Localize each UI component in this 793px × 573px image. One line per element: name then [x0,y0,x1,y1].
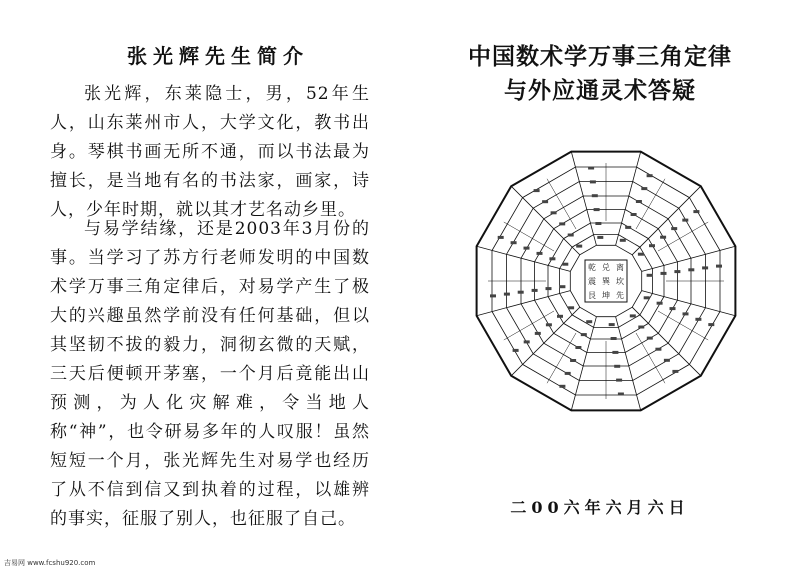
book-title-line-2: 与外应通灵术答疑 [504,77,696,104]
diagram-glyph [708,323,714,326]
diagram-glyph [631,213,637,216]
diagram-glyph [618,393,624,396]
diagram-glyph [524,247,530,250]
diagram-glyph [661,272,667,275]
diagram-glyph [570,359,576,362]
diagram-glyph [647,337,653,340]
diagram-glyph [647,174,653,177]
book-title [450,40,750,108]
diagram-spoke [477,291,571,316]
diagram-glyph [524,340,530,343]
diagram-glyph [534,189,540,192]
diagram-spoke [616,317,641,411]
diagram-glyph [576,245,582,248]
diagram-glyph [597,236,603,239]
diagram-glyph [636,200,642,203]
diagram-glyph [513,349,519,352]
diagram-glyph [671,227,677,230]
diagram-glyph [609,323,615,326]
diagram-glyph [670,307,676,310]
diagram-glyph [674,270,680,273]
diagram-glyph [649,244,655,247]
diagram-glyph [518,291,524,294]
diagram-spoke [632,186,701,255]
diagram-center-cell: 坤 [602,291,610,300]
diagram-glyph [568,234,574,237]
diagram-glyph [620,239,626,242]
diagram-glyph [638,253,644,256]
diagram-glyph [565,372,571,375]
diagram-glyph [549,257,555,260]
diagram-spoke [571,152,596,246]
diagram-center-cell: 先 [616,291,624,300]
publication-date: 二00六年六月六日 [510,498,690,517]
diagram-glyph [682,219,688,222]
diagram-glyph [644,296,650,299]
diagram-center-cell: 震 [588,277,596,286]
diagram-glyph [655,348,661,351]
diagram-glyph [532,289,538,292]
diagram-glyph [535,332,541,335]
diagram-glyph [595,222,601,225]
diagram-glyph [657,302,663,305]
diagram-glyph [616,379,622,382]
diagram-glyph [625,226,631,229]
bio-paragraph-2-text: 与易学结缘，还是2003年3月份的事。当学习了苏方行老师发明的中国数术学万事三角定律后，对易学产生了极大的兴趣虽然学前没有任何基础，但以其坚韧不拔的毅力，洞彻玄微的天赋，三天后便顿开茅塞，一个月后竟能出山预测，为人化灾解难，令当地人称“神”，也令研易多年的人叹服！虽然短短一个月，张光辉先生对易学也经历了从不信到信又到执着的过程，以雄辨的事实，征服了别人，也征服了自己。 [50,219,370,529]
diagram-glyph [498,236,504,239]
diagram-center-cell: 艮 [588,291,596,300]
diagram-glyph [641,187,647,190]
diagram-spoke [642,291,736,316]
diagram-glyph [664,359,670,362]
bio-paragraph-1 [50,80,370,225]
diagram-glyph [559,285,565,288]
dodecagon-diagram [470,145,742,417]
right-page [450,40,770,520]
diagram-glyph [568,306,574,309]
bio-paragraph-1-text: 张光辉，东莱隐士，男，52年生人，山东莱州市人，大学文化，教书出身。琴棋书画无所不通，而以书法最为擅长，是当地有名的书法家，画家，诗人，少年时期，就以其才艺名动乡里。 [50,84,370,220]
diagram-center-cell: 兑 [602,263,610,272]
diagram-glyph [660,236,666,239]
watermark-footer: 吉易网 www.fcshu920.com [4,559,96,567]
diagram-glyph [611,337,617,340]
diagram-glyph [716,265,722,268]
diagram-glyph [647,274,653,277]
diagram-glyph [630,314,636,317]
diagram-spoke [571,317,596,411]
diagram-center [585,260,627,302]
diagram-glyph [559,222,565,225]
diagram-glyph [557,315,563,318]
diagram-center-cell: 离 [616,263,624,272]
diagram-center-cell: 巽 [602,277,610,286]
diagram-glyph [542,200,548,203]
diagram-glyph [638,326,644,329]
diagram-glyph [511,241,517,244]
diagram-glyph [693,210,699,213]
diagram-center-cell: 坎 [616,277,624,286]
diagram-glyph [581,333,587,336]
diagram-glyph [546,323,552,326]
diagram-spoke [642,246,736,271]
diagram-glyph [683,312,689,315]
diagram-spoke [477,246,571,271]
diagram-glyph [688,268,694,271]
diagram-glyph [672,370,678,373]
diagram-glyph [546,287,552,290]
diagram-glyph [537,252,543,255]
diagram-glyph [594,208,600,211]
diagram-spoke [511,186,580,255]
bio-title: 张光辉先生简介 [127,44,309,68]
diagram-glyph [559,385,565,388]
diagram-glyph [612,351,618,354]
bio-paragraph-2 [50,215,370,534]
diagram-glyph [614,365,620,368]
diagram-glyph [562,263,568,266]
diagram-glyph [490,294,496,297]
diagram-spoke [616,152,641,246]
diagram-glyph [551,211,557,214]
diagram-glyph [575,346,581,349]
diagram-glyph [504,293,510,296]
diagram-glyph [702,266,708,269]
diagram-spoke [511,307,580,376]
diagram-spoke [632,307,701,376]
diagram-glyph [588,167,594,170]
diagram-center-cell: 乾 [588,263,596,272]
diagram-glyph [592,194,598,197]
diagram-glyph [586,320,592,323]
left-page [50,40,390,529]
diagram-glyph [695,318,701,321]
diagram-glyph [590,180,596,183]
book-title-line-1: 中国数术学万事三角定律 [468,43,732,70]
